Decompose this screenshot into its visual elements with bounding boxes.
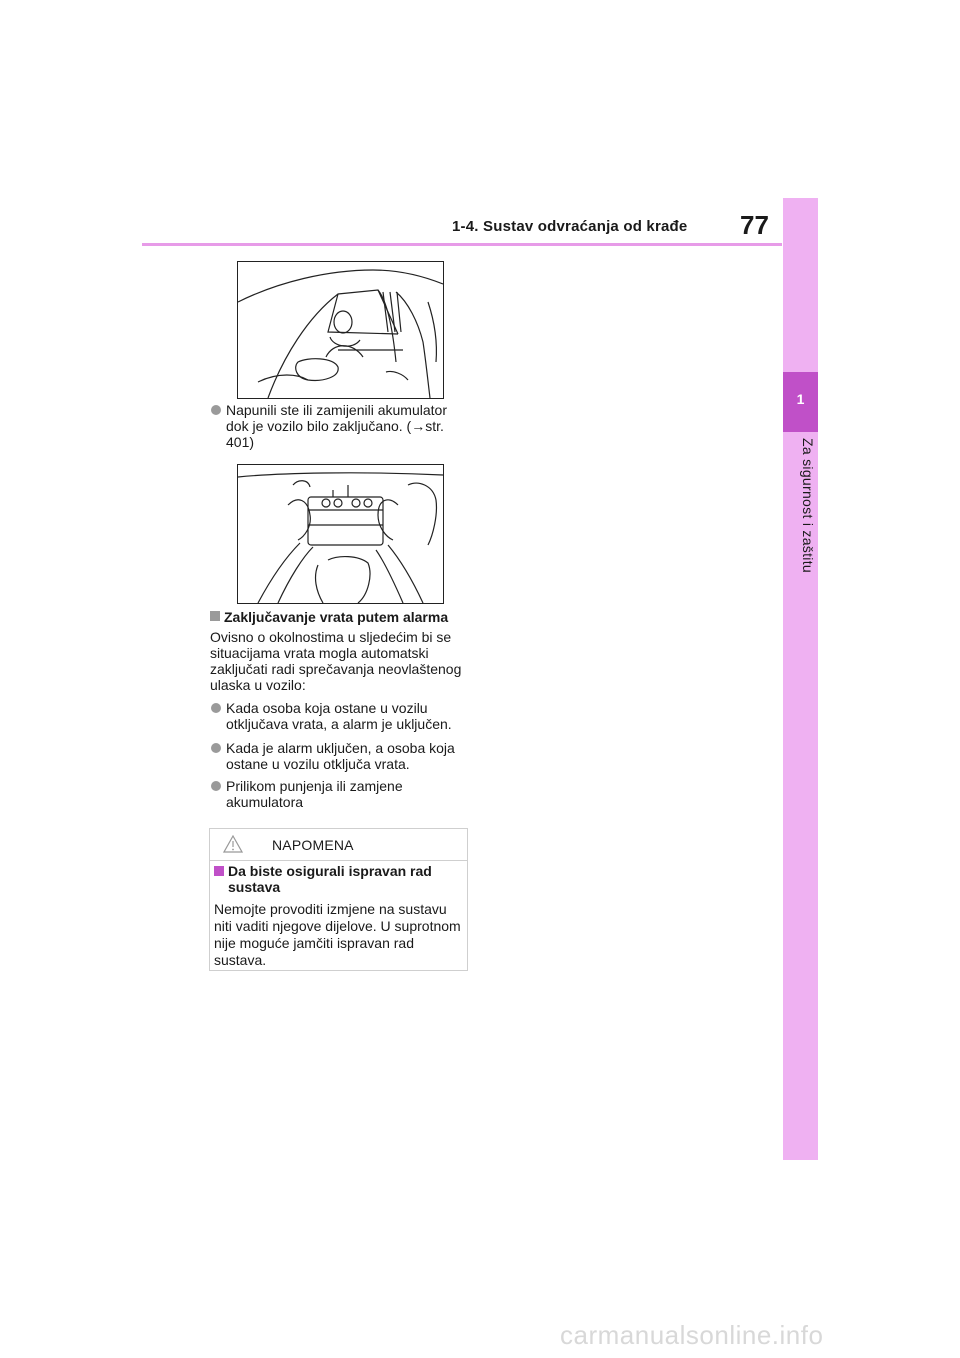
illustration-battery: [237, 464, 444, 604]
section-heading: [210, 609, 448, 625]
notice-box: [209, 828, 468, 971]
footer-watermark[interactable]: carmanualsonline.info: [560, 1320, 824, 1350]
square-bullet-icon: [214, 866, 224, 876]
list-item: [210, 778, 472, 810]
warning-icon: [223, 835, 243, 858]
bullet-text: Prilikom punjenja ili zamjene akumulatora: [226, 778, 403, 810]
section-intro: Ovisno o okolnostima u sljedećim bi se situacijama vrata mogla automatski zaključati radi sprečavanja neovlaštenog ulaska u vozilo:: [210, 629, 462, 693]
list-item: [210, 740, 472, 772]
chapter-side-tab: [783, 198, 818, 1160]
bullet-icon: [211, 703, 221, 713]
section-heading-text: Zaključavanje vrata putem alarma: [224, 609, 449, 625]
section-title: 1-4. Sustav odvraćanja od krađe: [452, 218, 688, 235]
list-item: [210, 402, 472, 450]
bullet-icon: [211, 743, 221, 753]
page-number: 77: [740, 210, 769, 240]
bullet-icon: [211, 405, 221, 415]
notice-body: Nemojte provoditi izmjene na sustavu niti vaditi njegove dijelove. U suprotnom nije moguće jamčiti ispravan rad sustava.: [214, 901, 461, 968]
notice-header: [210, 829, 467, 861]
bullet-text: Kada je alarm uključen, a osoba koja ostane u vozilu otključa vrata.: [226, 740, 455, 772]
notice-subheading: [214, 863, 459, 895]
header-divider: [142, 243, 782, 246]
list-item: [210, 700, 472, 732]
bullet-text: Napunili ste ili zamijenili akumulator dok je vozilo bilo zaključano. (→str. 401): [226, 402, 447, 450]
chapter-label: Za sigurnost i zaštitu: [800, 438, 816, 573]
notice-title: NAPOMENA: [272, 837, 354, 853]
bullet-text: Kada osoba koja ostane u vozilu otključava vrata, a alarm je uključen.: [226, 700, 452, 732]
illustration-car-window: [237, 261, 444, 399]
chapter-number: 1: [796, 391, 805, 407]
square-bullet-icon: [210, 611, 220, 621]
notice-subheading-text: Da biste osigurali ispravan rad sustava: [228, 863, 432, 895]
bullet-icon: [211, 781, 221, 791]
